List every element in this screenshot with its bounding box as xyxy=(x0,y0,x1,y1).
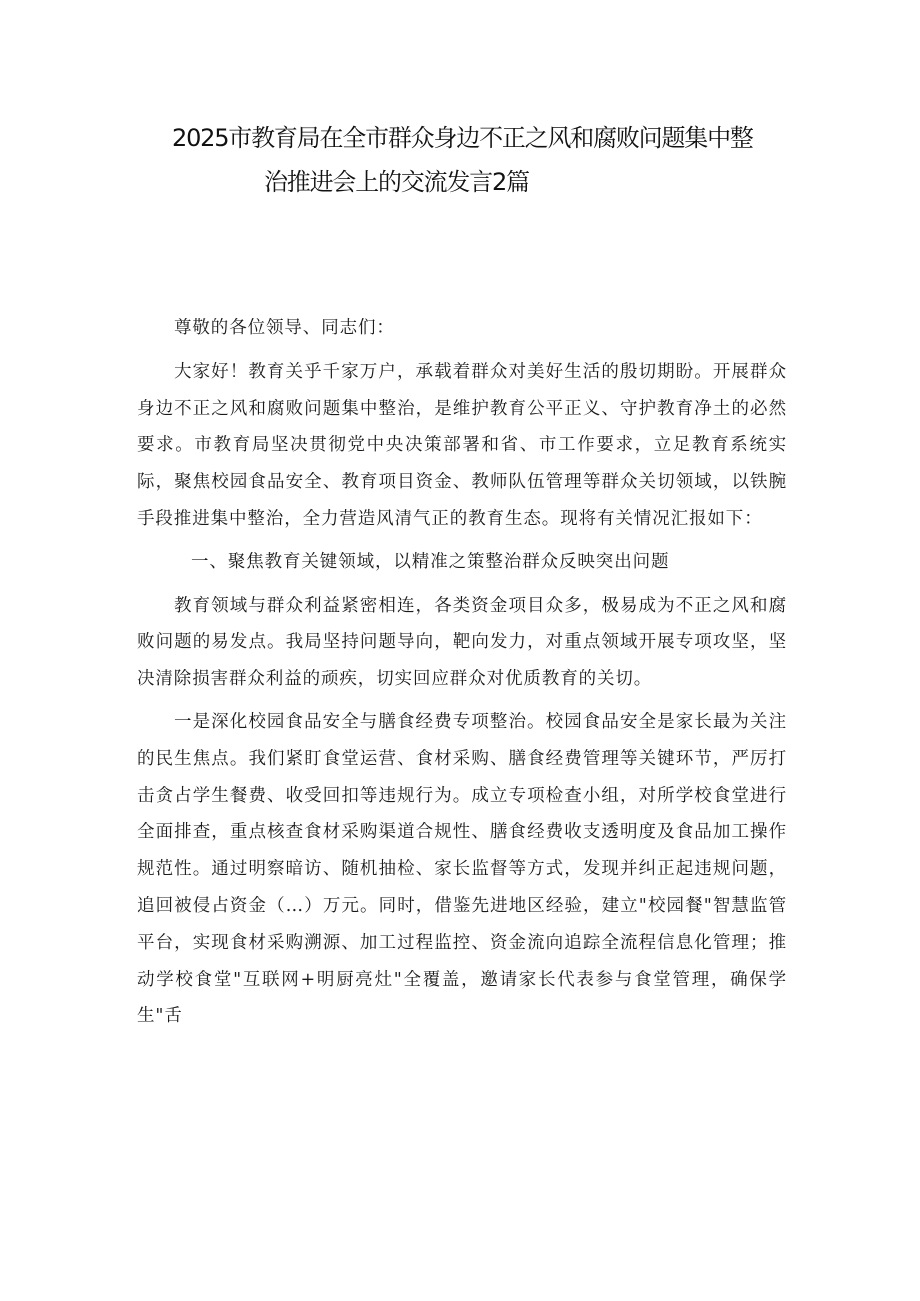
title-line-2: 治推进会上的交流发言2篇 xyxy=(264,168,529,196)
document-body xyxy=(137,310,787,1035)
title-line-1: 2025市教育局在全市群众身边不正之风和腐败问题集中整 xyxy=(172,124,753,152)
intro-paragraph: 大家好！教育关乎千家万户，承载着群众对美好生活的殷切期盼。开展群众身边不正之风和腐败问题集中整治，是维护教育公平正义、守护教育净土的必然要求。市教育局坚决贯彻党中央决策部署和省、市工作要求，立足教育系统实际，聚焦校园食品安全、教育项目资金、教师队伍管理等群众关切领域，以铁腕手段推进集中整治，全力营造风清气正的教育生态。现将有关情况汇报如下： xyxy=(137,361,787,529)
document-title xyxy=(140,116,800,204)
greeting-paragraph: 尊敬的各位领导、同志们： xyxy=(174,318,395,338)
section-1-paragraph: 教育领域与群众利益紧密相连，各类资金项目众多，极易成为不正之风和腐败问题的易发点。我局坚持问题导向，靶向发力，对重点领域开展专项攻坚，坚决清除损害群众利益的顽疾，切实回应群众对优质教育的关切。 xyxy=(137,595,787,690)
section-1-heading: 一、聚焦教育关键领域，以精准之策整治群众反映突出问题 xyxy=(191,551,670,572)
point-1-paragraph: 一是深化校园食品安全与膳食经费专项整治。校园食品安全是家长最为关注的民生焦点。我们紧盯食堂运营、食材采购、膳食经费管理等关键环节，严厉打击贪占学生餐费、收受回扣等违规行为。成立专项检查小组，对所学校食堂进行全面排查，重点核查食材采购渠道合规性、膳食经费收支透明度及食品加工操作规范性。通过明察暗访、随机抽检、家长监督等方式，发现并纠正起违规问题，追回被侵占资金（…）万元。同时，借鉴先进地区经验，建立"校园餐"智慧监管平台，实现食材采购溯源、加工过程监控、资金流向追踪全流程信息化管理；推动学校食堂"互联网+明厨亮灶"全覆盖，邀请家长代表参与食堂管理，确保学生"舌 xyxy=(137,711,787,1027)
